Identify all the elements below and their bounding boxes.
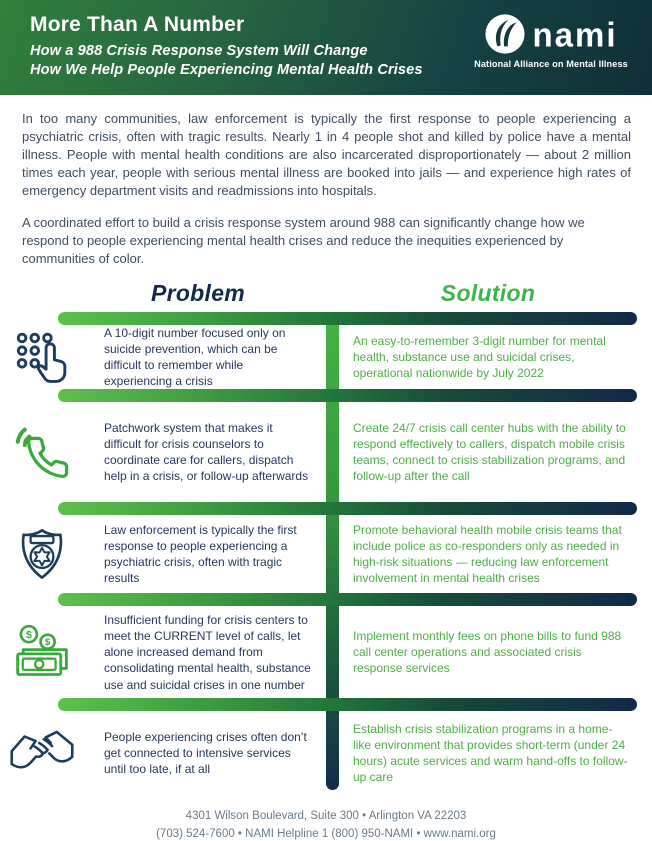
- comparison-row-funding: [0, 606, 652, 698]
- phone-call-icon: [0, 424, 84, 480]
- row-divider-bar: [58, 698, 637, 711]
- footer-address: 4301 Wilson Boulevard, Suite 300 • Arlington VA 22203: [185, 810, 467, 823]
- comparison-row-law-enforcement: [0, 515, 652, 593]
- comparison-row-call-centers: [0, 402, 652, 502]
- intro-paragraph-1: In too many communities, law enforcement is typically the first response to people experiencing a psychiatric crisis, often with tragic results. Nearly 1 in 4 people shot and killed by police have a mental illness. People with mental health conditions are also incarcerated disproportionately — about 2 million times each year, people with serious mental illness are booked into jails — and experience high rates of emergency department visits and readmissions into hospitals.: [22, 111, 631, 198]
- problem-text: Patchwork system that makes it difficult for crisis counselors to coordinate care for callers, dispatch help in a crisis, or follow-up afterwards: [104, 420, 309, 484]
- comparison-row-stabilization: [0, 711, 652, 795]
- handshake-icon: [0, 727, 84, 779]
- footer: [0, 795, 652, 841]
- keypad-hand-icon: [0, 328, 84, 386]
- comparison-row-988-number: [0, 325, 652, 390]
- row-divider-bar: [58, 593, 637, 606]
- money-icon: [0, 622, 84, 682]
- header-banner: [0, 0, 652, 95]
- svg-text:$: $: [26, 630, 32, 642]
- solution-text: Implement monthly fees on phone bills to fund 988 call center operations and associated crisis response services: [353, 628, 622, 676]
- intro-section: [0, 95, 652, 268]
- solution-text: Create 24/7 crisis call center hubs with the ability to respond effectively to callers, dispatch mobile crisis teams, connect to crisis stabilization programs, and follow-up after the call: [353, 420, 626, 484]
- row-divider-bar: [58, 312, 637, 325]
- solution-text: Promote behavioral health mobile crisis teams that include police as co-responders only as needed in high-risk situations — reducing law enforcement involvement in mental health crises: [353, 522, 622, 586]
- subtitle-line-1: How a 988 Crisis Response System Will Change: [30, 43, 368, 59]
- subtitle-line-2: How We Help People Experiencing Mental Health Crises: [30, 62, 423, 79]
- police-badge-icon: [0, 526, 84, 582]
- nami-tagline: National Alliance on Mental Illness: [474, 59, 628, 69]
- problem-text: Law enforcement is typically the first response to people experiencing a psychiatric crisis, often with tragic results: [104, 522, 297, 586]
- comparison-headers: [0, 280, 652, 307]
- intro-paragraph-2: A coordinated effort to build a crisis response system around 988 can significantly change how we respond to people experiencing mental health crises and reduce the inequities experienced by communities of color.: [22, 214, 585, 266]
- comparison-table: [0, 312, 652, 796]
- solution-text: Establish crisis stabilization programs in a home-like environment that provides short-term (under 24 hours) acute services and warm hand-offs to follow-up care: [353, 721, 628, 785]
- row-divider-bar: [58, 502, 637, 515]
- nami-wordmark: nami: [532, 14, 618, 54]
- row-divider-bar: [58, 389, 637, 402]
- footer-contact: (703) 524-7600 • NAMI Helpline 1 (800) 950-NAMI • www.nami.org: [156, 828, 496, 841]
- solution-text: An easy-to-remember 3-digit number for mental health, substance use and suicidal crises, operational nationwide by July 2022: [353, 333, 606, 380]
- page-title: More Than A Number: [30, 13, 245, 36]
- problem-text: Insufficient funding for crisis centers to meet the CURRENT level of calls, let alone increased demand from consolidating mental health, substance use and suicidal crises in one number: [104, 612, 311, 692]
- solution-header: Solution: [440, 279, 536, 306]
- nami-logo: [460, 13, 642, 69]
- problem-header: Problem: [150, 279, 246, 306]
- svg-text:$: $: [45, 637, 51, 648]
- problem-text: People experiencing crises often don’t get connected to intensive services until too late, if at all: [104, 729, 307, 777]
- nami-leaf-circle-icon: [484, 13, 526, 55]
- problem-text: A 10-digit number focused only on suicide prevention, which can be difficult to remember while experiencing a crisis: [104, 325, 286, 389]
